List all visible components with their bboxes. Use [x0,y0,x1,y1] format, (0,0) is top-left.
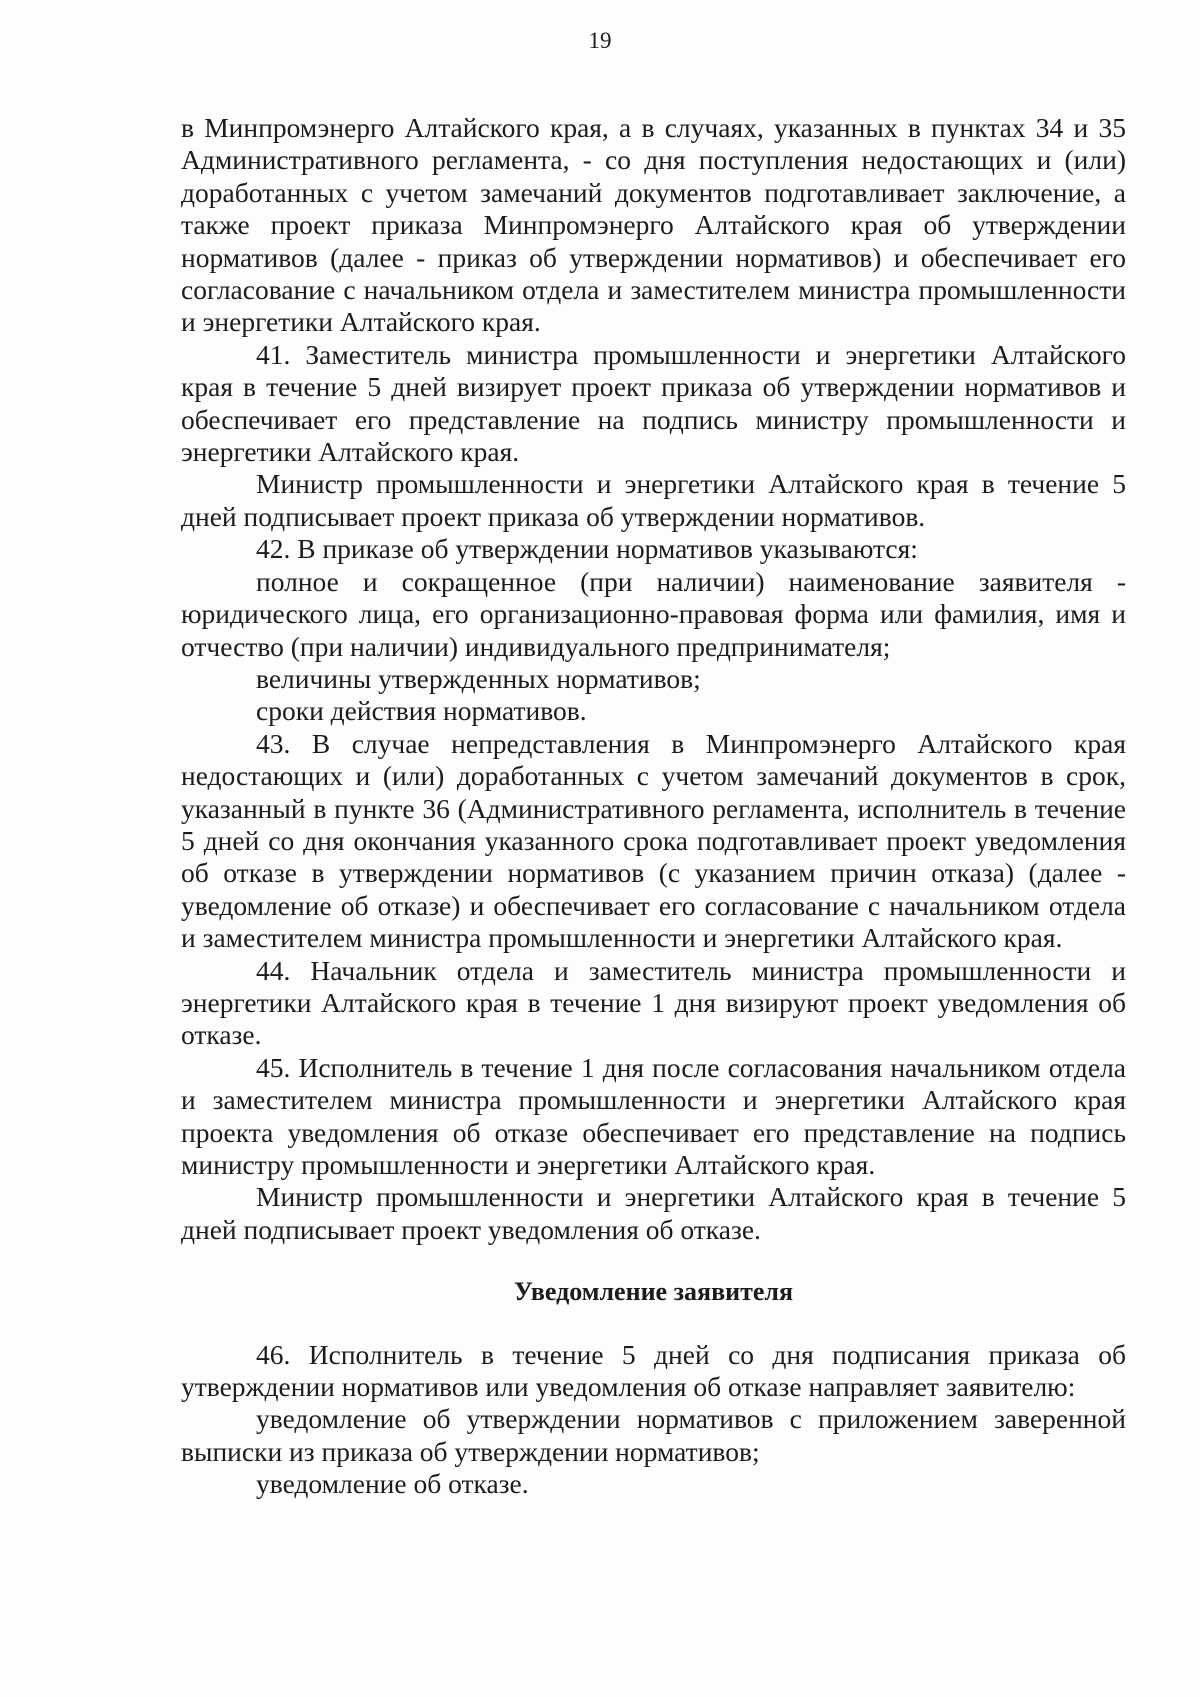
paragraph-43: 43. В случае непредставления в Минпромэнерго Алтайского края недостающих и (или) доработанных с учетом замечаний документов в срок, указанный в пункте 36 (Административного регламента, исполнитель в течение 5 дней со дня окончания указанного срока подготавливает проект уведомления об отказе в утверждении нормативов (с указанием причин отказа) (далее - уведомление об отказе) и обеспечивает его согласование с начальником отдела и заместителем министра промышленности и энергетики Алтайского края. [181,727,1126,954]
paragraph-41-minister: Министр промышленности и энергетики Алтайского края в течение 5 дней подписывает проект приказа об утверждении нормативов. [181,468,1126,532]
paragraph-42: 42. В приказе об утверждении нормативов указываются: [256,533,918,565]
document-body [181,112,1126,1501]
page-number: 19 [588,28,612,53]
paragraph-45-minister: Министр промышленности и энергетики Алтайского края в течение 5 дней подписывает проект уведомления об отказе. [181,1181,1126,1245]
paragraph-42-item-name: полное и сокращенное (при наличии) наименование заявителя - юридического лица, его организационно-правовая форма или фамилия, имя и отчество (при наличии) индивидуального предпринимателя; [181,565,1126,662]
paragraph-46-item-refusal: уведомление об отказе. [256,1468,529,1500]
paragraph-42-item-terms: сроки действия нормативов. [256,695,587,727]
paragraph-45: 45. Исполнитель в течение 1 дня после согласования начальником отдела и заместителем министра промышленности и энергетики Алтайского края проекта уведомления об отказе обеспечивает его представление на подпись министру промышленности и энергетики Алтайского края. [181,1051,1126,1180]
paragraph-42-item-values: величины утвержденных нормативов; [256,662,701,694]
paragraph-46: 46. Исполнитель в течение 5 дней со дня подписания приказа об утверждении нормативов или уведомления об отказе направляет заявителю: [181,1338,1126,1403]
paragraph-44: 44. Начальник отдела и заместитель министра промышленности и энергетики Алтайского края в течение 1 дня визируют проект уведомления об отказе. [181,954,1126,1051]
paragraph-continuation: в Минпромэнерго Алтайского края, а в случаях, указанных в пунктах 34 и 35 Административного регламента, - со дня поступления недостающих и (или) доработанных с учетом замечаний документов подготавливает заключение, а также проект приказа Минпромэнерго Алтайского края об утверждении нормативов (далее - приказ об утверждении нормативов) и обеспечивает его согласование с начальником отдела и заместителем министра промышленности и энергетики Алтайского края. [181,112,1126,338]
paragraph-41: 41. Заместитель министра промышленности и энергетики Алтайского края в течение 5 дней визирует проект приказа об утверждении нормативов и обеспечивает его представление на подпись министру промышленности и энергетики Алтайского края. [181,338,1126,468]
paragraph-46-item-approval: уведомление об утверждении нормативов с приложением заверенной выписки из приказа об утверждении нормативов; [181,1403,1126,1467]
section-heading: Уведомление заявителя [513,1277,794,1307]
